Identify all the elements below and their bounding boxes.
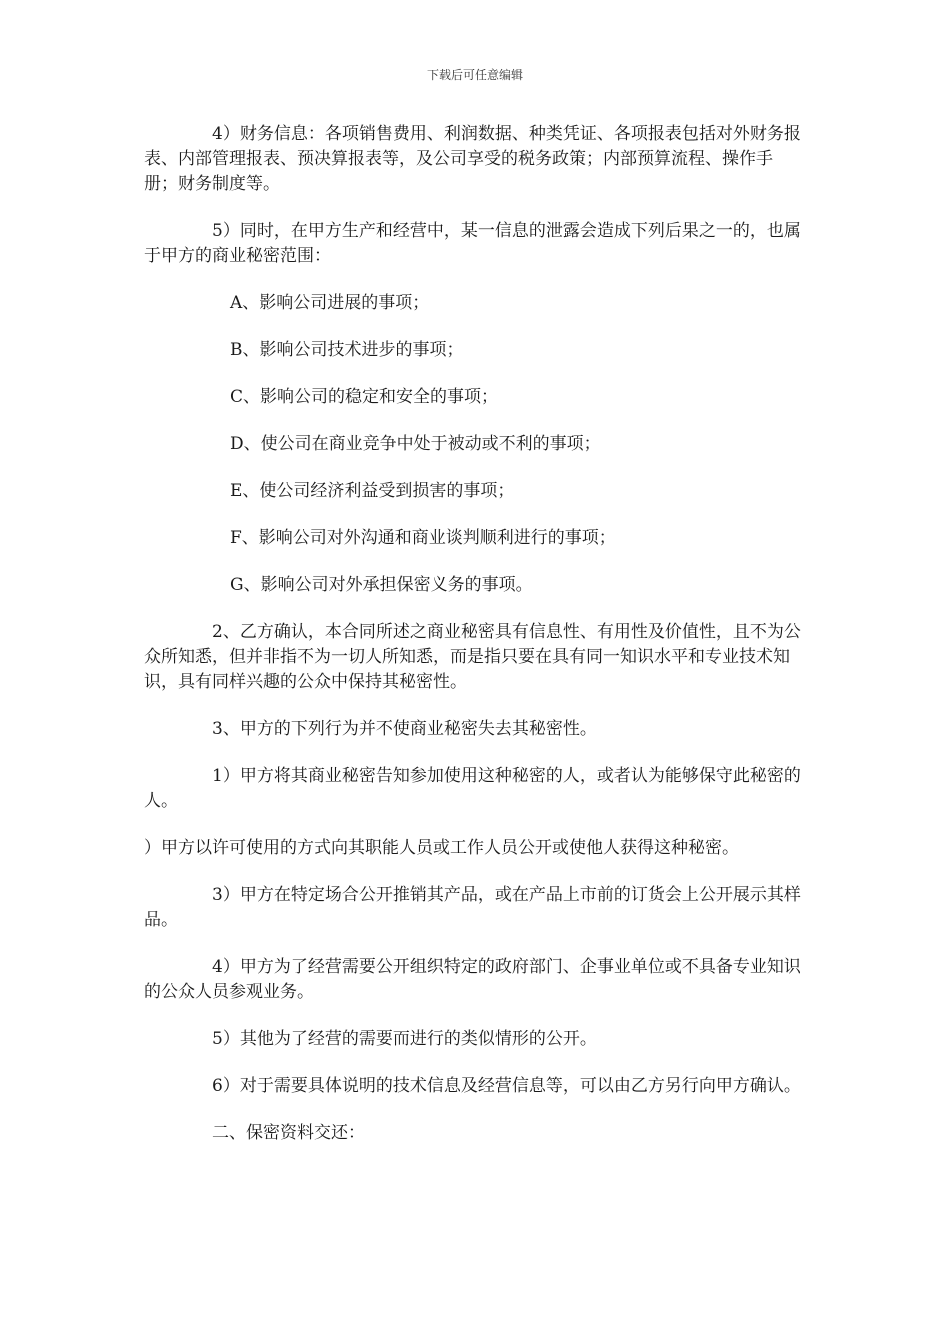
paragraph-financial-info: 4）财务信息：各项销售费用、利润数据、种类凭证、各项报表包括对外财务报表、内部管理报表、预决算报表等，及公司享受的税务政策；内部预算流程、操作手册；财务制度等。 [144,124,801,194]
paragraph-action-1: 1）甲方将其商业秘密告知参加使用这种秘密的人，或者认为能够保守此秘密的人。 [144,766,801,811]
paragraph-non-loss-actions: 3、甲方的下列行为并不使商业秘密失去其秘密性。 [212,719,597,739]
paragraph-action-6: 6）对于需要具体说明的技术信息及经营信息等，可以由乙方另行向甲方确认。 [212,1076,801,1096]
paragraph-action-4: 4）甲方为了经营需要公开组织特定的政府部门、企事业单位或不具备专业知识的公众人员参观业务。 [144,957,801,1002]
list-item: F、影响公司对外沟通和商业谈判顺利进行的事项； [230,528,616,548]
paragraph-action-5: 5）其他为了经营的需要而进行的类似情形的公开。 [212,1029,597,1049]
paragraph-leak-consequences: 5）同时，在甲方生产和经营中，某一信息的泄露会造成下列后果之一的，也属于甲方的商业秘密范围： [144,221,801,266]
list-item: A、影响公司进展的事项； [230,293,430,313]
list-item: D、使公司在商业竞争中处于被动或不利的事项； [230,434,601,454]
document-body [144,122,804,1168]
section-heading-materials-return: 二、保密资料交还： [212,1123,365,1143]
list-item: B、影响公司技术进步的事项； [230,340,464,360]
paragraph-party-b-confirmation: 2、乙方确认，本合同所述之商业秘密具有信息性、有用性及价值性，且不为公众所知悉，但并非指不为一切人所知悉，而是指只要在具有同一知识水平和专业技术知识，具有同样兴趣的公众中保持其秘密性。 [144,622,801,692]
paragraph-action-2: ）甲方以许可使用的方式向其职能人员或工作人员公开或使他人获得这种秘密。 [144,838,739,858]
list-item: G、影响公司对外承担保密义务的事项。 [230,575,533,595]
list-item: C、影响公司的稳定和安全的事项； [230,387,499,407]
page-header: 下载后可任意编辑 [426,68,523,82]
list-item: E、使公司经济利益受到损害的事项； [230,481,515,501]
paragraph-action-3: 3）甲方在特定场合公开推销其产品，或在产品上市前的订货会上公开展示其样品。 [144,885,801,930]
